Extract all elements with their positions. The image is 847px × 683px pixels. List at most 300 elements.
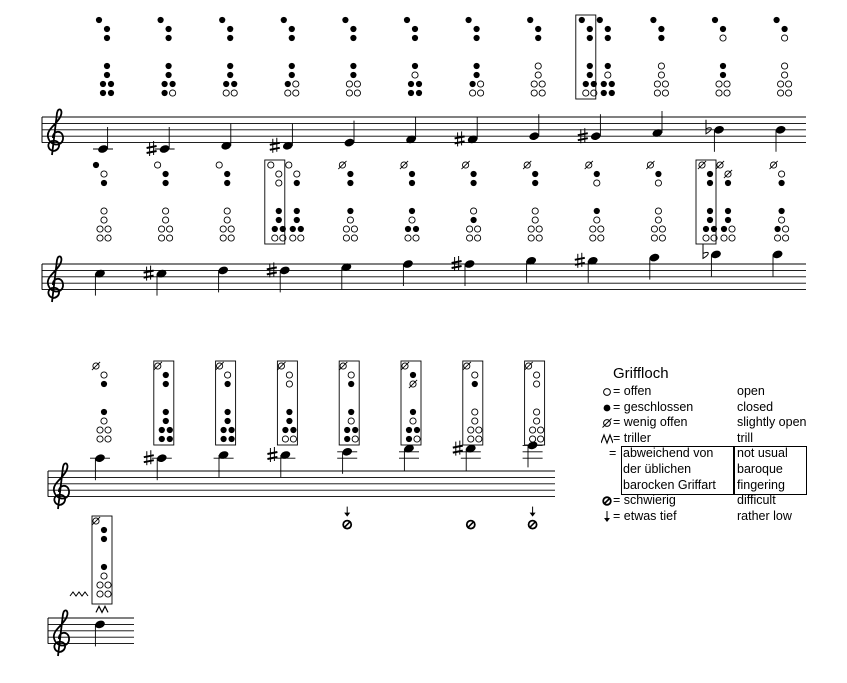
alt-fing-10-r6b-open-hole-icon [729,226,735,232]
fing-6-r2-closed-hole-icon [474,35,480,41]
fing-0-r6b-open-hole-icon [105,427,111,433]
legend-equals: = [609,446,617,461]
sharp-icon [267,262,277,277]
fing-7-r6b-open-hole-icon [538,427,544,433]
fing-1-r7a-closed-hole-icon [159,436,165,442]
fing-8-r5-open-hole-icon [594,217,600,223]
fing-1-r4-closed-hole-icon [163,409,169,415]
fing-0-r5-open-hole-icon [101,418,107,424]
fing-11-r4-closed-hole-icon [779,208,785,214]
fing-4-r6a-open-hole-icon [346,81,352,87]
legend-english: slightly open [737,415,807,430]
treble-clef-icon [54,610,69,656]
fing-0-r7b-open-hole-icon [105,591,111,597]
fing-10-r7a-open-hole-icon [703,235,709,241]
fing-11-r7b-open-hole-icon [786,90,792,96]
fing-5-r7a-open-hole-icon [405,235,411,241]
fing-7-r1-open-hole-icon [534,372,540,378]
fing-8-r7b-open-hole-icon [598,235,604,241]
fing-7-r5-open-hole-icon [534,418,540,424]
alt-fing-10-r4-closed-hole-icon [725,208,731,214]
fing-0-r1-closed-hole-icon [104,26,110,32]
fing-0-r6a-closed-hole-icon [100,81,106,87]
fing-4-r7a-closed-hole-icon [344,436,350,442]
fing-0-r7b-open-hole-icon [105,436,111,442]
trill-icon [601,431,613,445]
fing-10-r7b-open-hole-icon [724,90,730,96]
legend-unusual-box-en [733,446,807,495]
fing-11-r5-open-hole-icon [782,72,788,78]
legend-german: der üblichen [623,461,692,476]
fing-2-r5-closed-hole-icon [225,418,231,424]
fing-0-r1-open-hole-icon [101,372,107,378]
fing-11-r6b-open-hole-icon [783,226,789,232]
fing-4-r6b-open-hole-icon [351,226,357,232]
fing-2-r6a-open-hole-icon [220,226,226,232]
sharp-icon [270,138,280,153]
alt-fing-8-r4-closed-hole-icon [605,63,611,69]
fing-4-r1-closed-hole-icon [350,26,356,32]
fing-6-r7b-open-hole-icon [475,235,481,241]
note-a-9 [650,17,668,138]
fing-2-r4-closed-hole-icon [225,409,231,415]
fing-8-r1-closed-hole-icon [587,26,593,32]
fing-3-r4-closed-hole-icon [276,208,282,214]
fing-7-r6b-open-hole-icon [536,226,542,232]
legend-german: = wenig offen [613,415,688,430]
fing-7-r7a-open-hole-icon [530,436,536,442]
fing-0-r7b-open-hole-icon [105,235,111,241]
fing-6-r4-closed-hole-icon [474,63,480,69]
fing-7-r5-open-hole-icon [535,72,541,78]
fing-4-r2-closed-hole-icon [350,35,356,41]
fing-5-r7b-open-hole-icon [413,235,419,241]
note-g-7 [523,161,542,283]
fing-11-r7a-open-hole-icon [778,90,784,96]
fing-3-r2-closed-hole-icon [289,35,295,41]
legend [609,365,807,524]
fing-10-r4-closed-hole-icon [707,208,713,214]
fing-2-r5-open-hole-icon [224,217,230,223]
fing-2-r7a-open-hole-icon [223,90,229,96]
half-hole-icon [601,415,613,429]
fing-3-r6a-closed-hole-icon [282,427,288,433]
note-c#-1 [144,162,173,296]
fing-7-r6b-open-hole-icon [539,81,545,87]
fing-3-r7a-open-hole-icon [282,436,288,442]
treble-clef-icon [48,109,63,155]
legend-german: = geschlossen [613,399,694,414]
fing-3-r7a-open-hole-icon [272,235,278,241]
treble-clef-icon [48,256,63,302]
fing-2-r6b-closed-hole-icon [229,427,235,433]
fing-2-r5-closed-hole-icon [227,72,233,78]
legend-german: = offen [613,384,652,398]
fing-0-r7a-open-hole-icon [97,436,103,442]
fing-1-r4-closed-hole-icon [166,63,172,69]
fing-1-r2-closed-hole-icon [163,381,169,387]
fing-7-r2-closed-hole-icon [535,35,541,41]
fing-2-r7a-closed-hole-icon [221,436,227,442]
fing-6-r6b-open-hole-icon [475,226,481,232]
fing-2-r6a-closed-hole-icon [223,81,229,87]
fing-2-r2-closed-hole-icon [225,381,231,387]
fing-3-r7b-open-hole-icon [293,90,299,96]
alt-fing-3-r7b-open-hole-icon [298,235,304,241]
fing-2-r7b-open-hole-icon [231,90,237,96]
fing-6-thumb-closed-hole-icon [466,17,472,23]
legend-symbol [601,509,613,528]
fing-1-r7b-closed-hole-icon [167,436,173,442]
legend-row [613,508,792,525]
legend-german: = triller [613,430,651,445]
fing-0-r6a-open-hole-icon [97,226,103,232]
note-d#-3 [267,361,297,477]
fing-9-r1-closed-hole-icon [658,26,664,32]
legend-row [613,384,765,400]
fing-4-r7b-open-hole-icon [352,436,358,442]
fing-3-r2-open-hole-icon [276,180,282,186]
fing-4-r5-open-hole-icon [347,217,353,223]
fing-0-r4-closed-hole-icon [101,564,107,570]
fing-11-r4-open-hole-icon [782,63,788,69]
fing-2-r7a-open-hole-icon [220,235,226,241]
fing-5-r4-closed-hole-icon [410,409,416,415]
fing-2-r1-open-hole-icon [225,372,231,378]
fing-1-r5-closed-hole-icon [163,418,169,424]
system-2 [42,160,806,302]
fing-2-r7b-closed-hole-icon [229,436,235,442]
fing-5-r7a-closed-hole-icon [408,90,414,96]
fing-5-r7b-closed-hole-icon [416,90,422,96]
fing-8-r1-closed-hole-icon [594,171,600,177]
fing-2-r1-closed-hole-icon [224,171,230,177]
fing-11-r6b-open-hole-icon [786,81,792,87]
fing-4-r2-closed-hole-icon [347,180,353,186]
fing-6-r1-closed-hole-icon [474,26,480,32]
fing-9-r6a-open-hole-icon [654,81,660,87]
fing-0-r7a-open-hole-icon [97,235,103,241]
fing-0-r6b-open-hole-icon [105,226,111,232]
fing-4-r4-closed-hole-icon [347,208,353,214]
note-d-2 [216,162,234,293]
alt-fing-3-r5-closed-hole-icon [294,217,300,223]
legend-german: = schwierig [613,493,676,508]
fing-1-r7b-open-hole-icon [170,90,176,96]
fing-9-r4-open-hole-icon [655,208,661,214]
fing-9-r7a-open-hole-icon [654,90,660,96]
fing-1-thumb-open-hole-icon [155,162,161,168]
fing-3-r7b-open-hole-icon [290,436,296,442]
fing-7-r4-open-hole-icon [534,409,540,415]
note-g#-8 [576,15,615,143]
fing-1-r7b-open-hole-icon [167,235,173,241]
fing-9-r7b-open-hole-icon [662,90,668,96]
note-c#-1 [147,17,176,156]
fing-8-r6a-closed-hole-icon [583,81,589,87]
note-c#-1 [144,361,174,480]
difficult-icon [601,493,613,507]
fing-8-r2-open-hole-icon [594,180,600,186]
alt-fing-8-r7b-closed-hole-icon [609,90,615,96]
system-4 [48,516,134,656]
system-3 [48,361,555,529]
fing-7-r2-closed-hole-icon [532,180,538,186]
legend-english: trill [737,430,753,445]
fing-0-r1-closed-hole-icon [101,527,107,533]
fing-8-r7a-open-hole-icon [590,235,596,241]
alt-fing-3-r6a-closed-hole-icon [290,226,296,232]
legend-english: fingering [737,477,785,492]
fing-0-r5-open-hole-icon [101,573,107,579]
fing-6-r7a-open-hole-icon [468,436,474,442]
fing-3-r6b-closed-hole-icon [290,427,296,433]
fing-1-r5-closed-hole-icon [166,72,172,78]
fing-3-r1-open-hole-icon [276,171,282,177]
note-f#-6 [455,17,484,147]
note-d#-3 [265,160,304,292]
fing-4-r4-closed-hole-icon [350,63,356,69]
fing-4-r6b-open-hole-icon [354,81,360,87]
fing-3-thumb-open-hole-icon [268,162,274,168]
alt-fing-3-r1-open-hole-icon [294,171,300,177]
note-f#-6 [453,361,483,529]
alt-fing-3-r6b-closed-hole-icon [298,226,304,232]
fing-4-thumb-closed-hole-icon [342,17,348,23]
fing-1-r6b-open-hole-icon [167,226,173,232]
sharp-icon [144,266,154,281]
fing-0-r5-open-hole-icon [101,217,107,223]
fing-9-r2-closed-hole-icon [658,35,664,41]
note-e-4 [337,361,359,529]
legend-row [613,399,774,416]
sharp-icon [452,256,462,271]
fing-10-r2-open-hole-icon [720,35,726,41]
fing-4-r1-open-hole-icon [348,372,354,378]
fing-6-r6b-open-hole-icon [476,427,482,433]
fing-2-r4-closed-hole-icon [227,63,233,69]
legend-unusual-box-de [621,446,735,495]
fing-4-r2-closed-hole-icon [348,381,354,387]
fing-5-r5-open-hole-icon [412,72,418,78]
fing-11-r1-open-hole-icon [779,171,785,177]
fing-3-r7a-open-hole-icon [285,90,291,96]
system-1 [42,15,806,156]
fing-10-thumb-closed-hole-icon [712,17,718,23]
fing-2-thumb-closed-hole-icon [219,17,225,23]
fing-9-r5-open-hole-icon [658,72,664,78]
note-d-2 [214,361,236,477]
fing-10-r5-closed-hole-icon [720,72,726,78]
alt-fing-8-thumb-closed-hole-icon [597,17,603,23]
fing-6-r7b-open-hole-icon [476,436,482,442]
fing-9-r5-open-hole-icon [655,217,661,223]
fing-10-r6b-open-hole-icon [724,81,730,87]
fing-9-r6b-open-hole-icon [659,226,665,232]
legend-title: Griffloch [613,365,669,382]
fing-1-r6a-closed-hole-icon [159,427,165,433]
alt-fing-10-r2-closed-hole-icon [725,180,731,186]
legend-english: not usual [737,446,788,461]
fing-7-r1-closed-hole-icon [535,26,541,32]
fing-3-r5-closed-hole-icon [276,217,282,223]
fing-5-r1-closed-hole-icon [409,171,415,177]
note-c-0 [90,362,111,480]
fing-3-r6a-closed-hole-icon [285,81,291,87]
fing-10-r2-closed-hole-icon [707,180,713,186]
fing-10-r6a-closed-hole-icon [703,226,709,232]
note-b-11 [770,161,789,277]
fing-8-thumb-closed-hole-icon [579,17,585,23]
fing-4-r6a-open-hole-icon [343,226,349,232]
fing-6-r5-closed-hole-icon [474,72,480,78]
fing-2-r4-open-hole-icon [224,208,230,214]
fing-0-r6a-open-hole-icon [97,427,103,433]
legend-english: baroque [737,461,783,476]
fing-0-r2-closed-hole-icon [104,35,110,41]
fing-1-r1-closed-hole-icon [166,26,172,32]
fing-11-r2-closed-hole-icon [779,180,785,186]
alt-fing-8-r2-closed-hole-icon [605,35,611,41]
fing-3-r2-open-hole-icon [286,381,292,387]
fing-1-r5-open-hole-icon [163,217,169,223]
fing-5-r6b-closed-hole-icon [413,226,419,232]
fing-7-r7a-open-hole-icon [531,90,537,96]
fing-10-r5-closed-hole-icon [707,217,713,223]
fing-4-r7b-open-hole-icon [354,90,360,96]
fing-0-r1-open-hole-icon [101,171,107,177]
fing-7-r7b-open-hole-icon [539,90,545,96]
fing-11-r6a-open-hole-icon [778,81,784,87]
fing-4-r7a-open-hole-icon [346,90,352,96]
note-f#-6 [452,161,481,286]
trill-icon [96,606,108,612]
fing-8-r6a-open-hole-icon [590,226,596,232]
fing-8-r4-closed-hole-icon [587,63,593,69]
fing-4-r7a-open-hole-icon [343,235,349,241]
fing-11-r2-open-hole-icon [782,35,788,41]
legend-row [613,430,753,447]
sharp-icon [575,253,585,268]
fing-6-r5-closed-hole-icon [471,217,477,223]
fing-9-r4-open-hole-icon [658,63,664,69]
fing-5-r2-closed-hole-icon [409,180,415,186]
alt-fing-3-r7a-open-hole-icon [290,235,296,241]
fing-5-r7b-open-hole-icon [414,436,420,442]
fing-6-r4-open-hole-icon [471,208,477,214]
sharp-icon [144,450,154,465]
legend-english: closed [737,399,774,414]
fing-5-r6b-closed-hole-icon [416,81,422,87]
fing-3-r4-closed-hole-icon [289,63,295,69]
legend-german: abweichend von [623,446,714,461]
fing-0-r6b-closed-hole-icon [108,81,114,87]
fing-0-r2-closed-hole-icon [101,381,107,387]
note-c-0 [93,162,111,296]
arrow-down-icon [601,509,613,523]
fing-0-r4-closed-hole-icon [101,409,107,415]
fing-0-thumb-closed-hole-icon [93,162,99,168]
fing-6-r6a-open-hole-icon [468,427,474,433]
fing-3-r5-closed-hole-icon [289,72,295,78]
fing-5-r1-closed-hole-icon [410,372,416,378]
fing-0-r6b-open-hole-icon [105,582,111,588]
fing-2-r2-closed-hole-icon [224,180,230,186]
fing-9-r7a-open-hole-icon [651,235,657,241]
fing-1-r6b-closed-hole-icon [167,427,173,433]
fing-6-r7a-open-hole-icon [470,90,476,96]
fing-1-r6a-open-hole-icon [159,226,165,232]
fing-5-r7a-closed-hole-icon [406,436,412,442]
fing-5-r4-closed-hole-icon [412,63,418,69]
alt-fing-10-r6a-closed-hole-icon [721,226,727,232]
fing-6-r2-closed-hole-icon [472,381,478,387]
fing-4-r6a-closed-hole-icon [344,427,350,433]
fing-10-r1-closed-hole-icon [707,171,713,177]
fing-10-r1-closed-hole-icon [720,26,726,32]
fing-1-r6b-closed-hole-icon [170,81,176,87]
fing-10-r6a-open-hole-icon [716,81,722,87]
fing-4-r5-open-hole-icon [348,418,354,424]
fing-3-r1-closed-hole-icon [289,26,295,32]
fing-4-r7b-open-hole-icon [351,235,357,241]
note-f-5 [399,361,421,471]
fing-5-r4-closed-hole-icon [409,208,415,214]
fing-6-r6a-open-hole-icon [467,226,473,232]
fing-5-r2-closed-hole-icon [412,35,418,41]
sharp-icon [455,131,465,146]
treble-clef-icon [54,463,69,509]
alt-fing-10-r7b-open-hole-icon [729,235,735,241]
fing-0-r4-open-hole-icon [101,208,107,214]
note-d-2 [219,17,237,151]
fing-7-r1-closed-hole-icon [532,171,538,177]
fing-7-r4-open-hole-icon [535,63,541,69]
fing-1-r7a-open-hole-icon [159,235,165,241]
fing-5-r5-open-hole-icon [409,217,415,223]
note-f-5 [404,17,422,145]
fing-7-r6a-open-hole-icon [530,427,536,433]
alt-fing-8-r1-closed-hole-icon [605,26,611,32]
fing-5-r6a-closed-hole-icon [406,427,412,433]
fing-1-r7a-closed-hole-icon [162,90,168,96]
note-g#-8 [575,161,604,283]
fing-6-r5-open-hole-icon [472,418,478,424]
alt-fing-8-r6a-closed-hole-icon [601,81,607,87]
fing-10-r7a-open-hole-icon [716,90,722,96]
fing-7-r2-open-hole-icon [534,381,540,387]
fing-4-r5-closed-hole-icon [350,72,356,78]
fing-1-r6a-closed-hole-icon [162,81,168,87]
fing-0-thumb-closed-hole-icon [96,17,102,23]
sharp-icon [267,447,277,462]
fing-4-r6b-closed-hole-icon [352,427,358,433]
fing-10-r4-closed-hole-icon [720,63,726,69]
fing-8-r2-closed-hole-icon [587,35,593,41]
legend-row [613,493,776,509]
fing-6-r1-open-hole-icon [472,372,478,378]
fing-0-r6a-open-hole-icon [97,582,103,588]
legend-english: rather low [737,508,792,523]
fing-9-thumb-closed-hole-icon [650,17,656,23]
fing-1-r1-closed-hole-icon [163,372,169,378]
fing-11-thumb-closed-hole-icon [774,17,780,23]
fing-1-r2-closed-hole-icon [163,180,169,186]
fing-2-r7b-open-hole-icon [228,235,234,241]
fing-5-thumb-closed-hole-icon [404,17,410,23]
closed-hole-icon [601,400,613,414]
note-bb-10 [696,160,735,276]
